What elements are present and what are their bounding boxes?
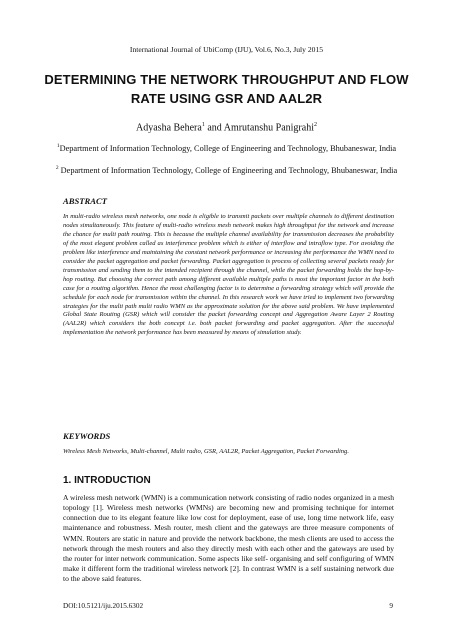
page-number: 9 xyxy=(389,602,393,610)
author-name: Amrutanshu Panigrahi xyxy=(223,122,314,134)
author-conjunction: and xyxy=(204,122,224,134)
journal-header: International Journal of UbiComp (IJU), Vol.6, No.3, July 2015 xyxy=(129,45,324,54)
affiliation-marker: 1 xyxy=(56,143,60,149)
affiliation-text: Department of Information Technology, College of Engineering and Technology, Bhubaneswar, India xyxy=(59,143,397,153)
author-affiliation-marker: 2 xyxy=(313,122,317,128)
affiliation-text: Department of Information Technology, College of Engineering and Technology, Bhubaneswar, India xyxy=(58,165,398,175)
author-line xyxy=(0,122,453,133)
affiliation-marker: 2 xyxy=(55,165,59,171)
abstract-heading: ABSTRACT xyxy=(63,196,107,206)
author-name: Adyasha Behera xyxy=(136,122,202,134)
keywords-heading: KEYWORDS xyxy=(63,431,111,441)
affiliation-2 xyxy=(40,163,413,176)
affiliation-1 xyxy=(40,141,413,154)
abstract-text: In multi-radio wireless mesh networks, one node is eligible to transmit packets over multiple channels to different destination nodes simultaneously. This feature of multi-radio wireless mesh network makes high throughput for the network and increase the chance for multi path routing. This is because the multiple channel availability for transmission decreases the probability of the most elegant problem called as interference problem which is either of interflow and intraflow type. For avoiding the problem like interference and maintaining the constant network performance or increasing the performance the WMN need to consider the packet aggregation and packet forwarding. Packet aggregation is process of collecting several packets ready for transmission and sending them to the intended recipient through the channel, while the packet forwarding holds the hop-by-hop routing. But choosing the correct path among different available multiple paths is most the important factor in the both case for a routing algorithm. Hence the most challenging factor is to determine a forwarding strategy which will provide the schedule for each node for transmission within the channel. In this research work we have tried to implement two forwarding strategies for the multi path multi radio WMN as the approximate solution for the above said problem. We have implemented Global State Routing (GSR) which will consider the packet forwarding concept and Aggregation Aware Layer 2 Routing (AAL2R) which considers the both concept i.e. both packet forwarding and packet aggregation. After the successful implementation the network performance has been measured by means of simulation study. xyxy=(63,213,394,337)
doi-footer: DOI:10.5121/iju.2015.6302 xyxy=(63,602,144,610)
introduction-text: A wireless mesh network (WMN) is a communication network consisting of radio nodes organized in a mesh topology [1]. Wireless mesh networks (WMNs) are becoming new and promising technique for internet connection due to its elegant feature like low cost for deployment, ease of use, long time network life, easy maintenance and robustness. Mesh router, mesh client and the gateways are three measure components of WMN. Routers are static in nature and provide the network backbone, the mesh clients are used to access the network through the mesh routers and also they directly mesh with each other and the gateways are used by the router for inter network communication. Some aspects like self- organising and self configuring of WMN make it different form the traditional wireless network [2]. In contrast WMN is a self sustaining network due to the above said features. xyxy=(63,493,394,584)
keywords-text: Wireless Mesh Networks, Multi-channel, Multi radio, GSR, AAL2R, Packet Aggregation, Packet Forwarding. xyxy=(63,448,349,455)
introduction-heading: 1. INTRODUCTION xyxy=(63,475,151,486)
paper-title: DETERMINING THE NETWORK THROUGHPUT AND FLOW RATE USING GSR AND AAL2R xyxy=(44,72,409,106)
author-affiliation-marker: 1 xyxy=(201,122,205,128)
